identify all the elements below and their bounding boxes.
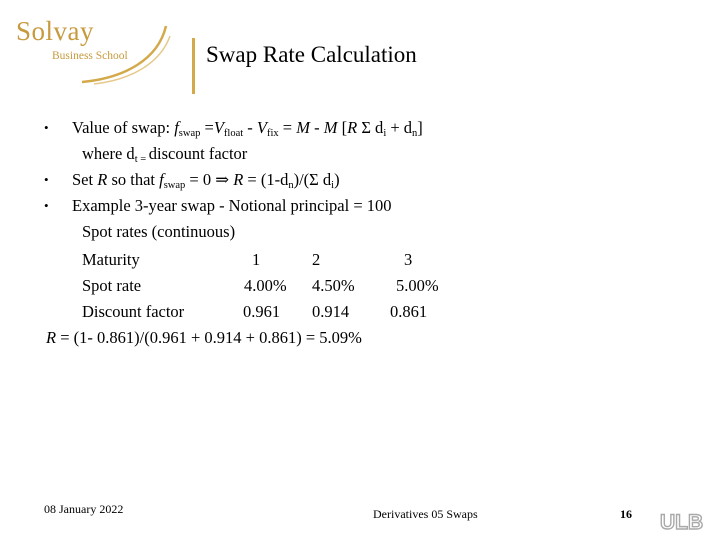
table-cell: 0.914 <box>312 302 350 321</box>
table-cell: 0.861 <box>390 302 428 321</box>
bullet-example: Example 3-year swap - Notional principal = 100 <box>72 196 392 215</box>
footer-course: Derivatives 05 Swaps <box>373 507 478 521</box>
table-cell: 5.00% <box>396 276 439 295</box>
table-cell: 4.00% <box>244 276 287 295</box>
bullet-marker: • <box>44 172 49 187</box>
bullet-marker: • <box>44 120 49 135</box>
row-label: Maturity <box>82 250 140 269</box>
table-cell: 0.961 <box>243 302 281 321</box>
bullet-marker: • <box>44 198 49 213</box>
spot-rates-heading: Spot rates (continuous) <box>82 222 236 241</box>
result-equation: R = (1- 0.861)/(0.961 + 0.914 + 0.861) = 5.09% <box>46 328 362 347</box>
table-cell: 4.50% <box>312 276 355 295</box>
bullet-where-line: where $d_{t =}$ discount factor <box>82 144 248 165</box>
bullet-set-r: Set R so that $f_{swap} = 0$ ⇒ $R = (1-d_n)/(\Sigma$ $d_i$) <box>72 170 340 191</box>
table-cell: 3 <box>404 250 413 269</box>
row-label: Spot rate <box>82 276 142 295</box>
ulb-logo <box>660 510 708 532</box>
table-cell: 2 <box>312 250 321 269</box>
table-cell: 1 <box>252 250 261 269</box>
ulb-logo-text: ULB <box>660 511 704 532</box>
page-number: 16 <box>620 507 632 521</box>
logo-subtitle: Business School <box>52 50 128 62</box>
logo-brand: Solvay <box>16 16 95 46</box>
slide-title: Swap Rate Calculation <box>206 42 417 67</box>
row-label: Discount factor <box>82 302 185 321</box>
solvay-logo <box>12 16 172 88</box>
bullet-swap-value: Value of swap: $f_{swap} =V_{float} - V_{fix} = M - M$ [R Σ $d_i + d_n$] <box>72 118 423 139</box>
footer-date: 08 January 2022 <box>44 502 124 516</box>
title-divider <box>192 38 195 94</box>
